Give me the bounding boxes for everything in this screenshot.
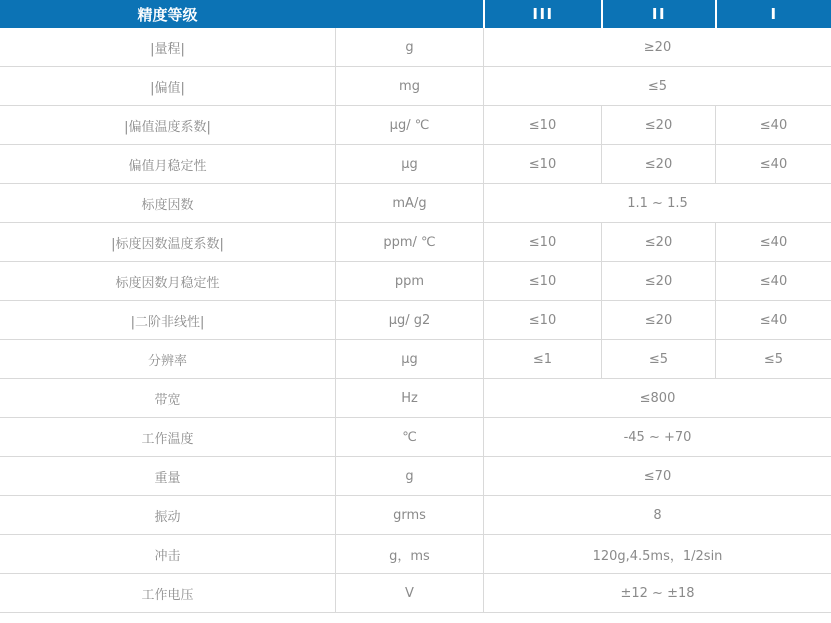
unit-cell: ppm: [335, 262, 483, 300]
param-cell: 分辨率: [147, 353, 187, 369]
unit-cell: μg: [335, 145, 483, 183]
param-cell: 带宽: [154, 392, 181, 408]
value-cell: ≤40: [715, 106, 831, 144]
table-row: [0, 301, 831, 340]
value-cell: ≤20: [601, 145, 715, 183]
table-row: [0, 496, 831, 535]
value-cell: ≤20: [601, 223, 715, 261]
table-row: [0, 184, 831, 223]
unit-cell: Hz: [335, 379, 483, 417]
table-header-row: [0, 0, 831, 28]
value-cell-merged: ≤70: [483, 457, 831, 495]
param-cell: |二阶非线性|: [130, 314, 205, 330]
param-cell: 工作电压: [141, 587, 194, 603]
value-cell: ≤40: [715, 223, 831, 261]
table-row: [0, 574, 831, 613]
value-cell: ≤10: [483, 223, 601, 261]
table-row: [0, 145, 831, 184]
param-cell: |偏值|: [150, 80, 185, 96]
param-cell: 冲击: [154, 548, 181, 564]
grade-column-header-I: I: [715, 0, 831, 28]
table-row: [0, 67, 831, 106]
value-cell: ≤10: [483, 106, 601, 144]
unit-cell: g，ms: [335, 535, 483, 573]
param-cell: 重量: [154, 470, 181, 486]
unit-cell: ppm/ ℃: [335, 223, 483, 261]
header-spacer: [335, 0, 483, 28]
table-row: [0, 418, 831, 457]
value-cell: ≤40: [715, 145, 831, 183]
table-row: [0, 379, 831, 418]
unit-cell: mg: [335, 67, 483, 105]
value-cell-merged: 1.1 ~ 1.5: [483, 184, 831, 222]
unit-cell: V: [335, 574, 483, 612]
value-cell: ≤1: [483, 340, 601, 378]
value-cell-merged: -45 ~ +70: [483, 418, 831, 456]
param-cell: 振动: [154, 509, 181, 525]
unit-cell: μg/ g2: [335, 301, 483, 339]
param-cell: 工作温度: [141, 431, 194, 447]
table-row: [0, 340, 831, 379]
value-cell-merged: ≤5: [483, 67, 831, 105]
grade-column-header-III: III: [483, 0, 601, 28]
value-cell-merged: 8: [483, 496, 831, 534]
table-row: [0, 262, 831, 301]
unit-cell: grms: [335, 496, 483, 534]
table-row: [0, 457, 831, 496]
unit-cell: ℃: [335, 418, 483, 456]
value-cell-merged: 120g,4.5ms，1/2sin: [483, 535, 831, 573]
value-cell: ≤20: [601, 262, 715, 300]
value-cell-merged: ≤800: [483, 379, 831, 417]
value-cell: ≤10: [483, 145, 601, 183]
param-cell: |偏值温度系数|: [124, 119, 211, 135]
value-cell-merged: ≥20: [483, 28, 831, 66]
value-cell: ≤5: [715, 340, 831, 378]
value-cell: ≤10: [483, 262, 601, 300]
header-title: 精度等级: [137, 5, 198, 24]
value-cell: ≤5: [601, 340, 715, 378]
table-row: [0, 535, 831, 574]
spec-table-body: [0, 28, 831, 613]
table-row: [0, 28, 831, 67]
grade-column-header-II: II: [601, 0, 715, 28]
value-cell: ≤40: [715, 301, 831, 339]
param-cell: 偏值月稳定性: [128, 158, 207, 174]
table-row: [0, 106, 831, 145]
table-row: [0, 223, 831, 262]
param-cell: 标度因数: [141, 197, 194, 213]
value-cell: ≤20: [601, 106, 715, 144]
param-cell: |量程|: [150, 41, 185, 57]
unit-cell: μg/ ℃: [335, 106, 483, 144]
value-cell: ≤40: [715, 262, 831, 300]
param-cell: 标度因数月稳定性: [115, 275, 220, 291]
unit-cell: μg: [335, 340, 483, 378]
value-cell: ≤20: [601, 301, 715, 339]
value-cell-merged: ±12 ~ ±18: [483, 574, 831, 612]
value-cell: ≤10: [483, 301, 601, 339]
unit-cell: g: [335, 457, 483, 495]
unit-cell: g: [335, 28, 483, 66]
unit-cell: mA/g: [335, 184, 483, 222]
param-cell: |标度因数温度系数|: [111, 236, 224, 252]
